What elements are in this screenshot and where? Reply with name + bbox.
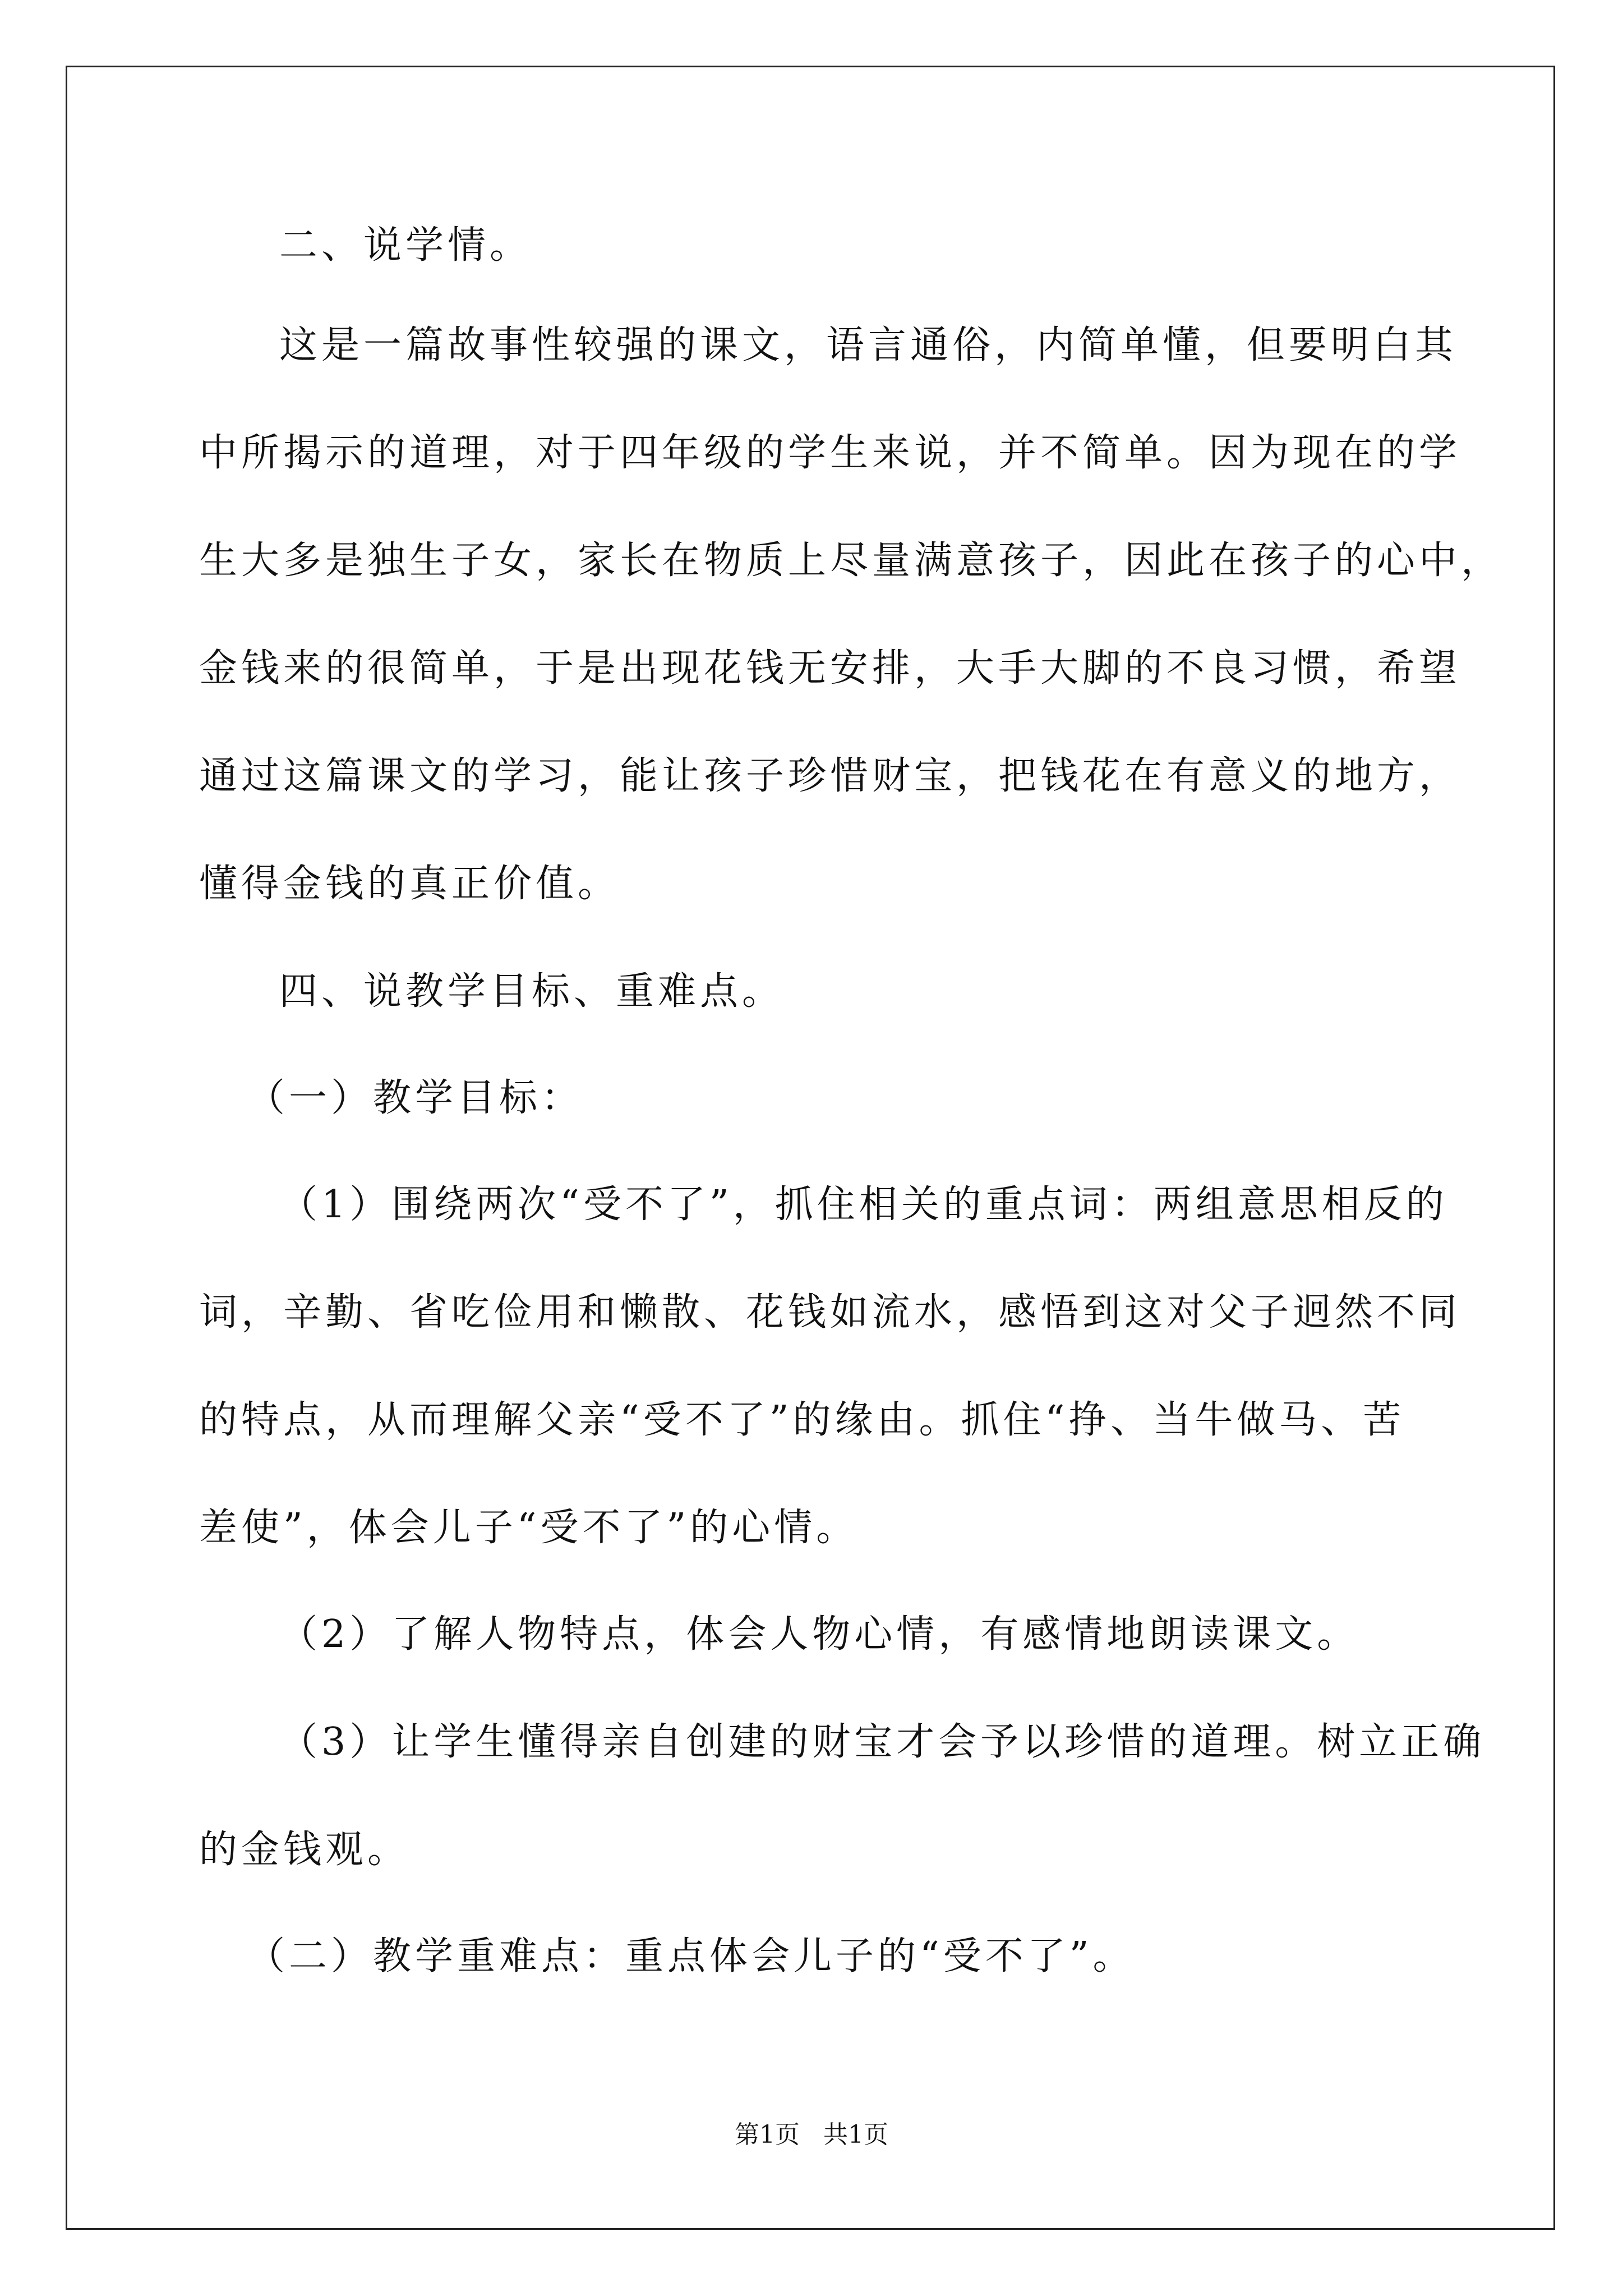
paragraph-line: 懂得金钱的真正价值。	[199, 862, 620, 906]
section-heading-learning-situation: 二、说学情。	[279, 223, 532, 268]
paragraph-line: 的特点，从而理解父亲“受不了”的缘由。抓住“挣、当牛做马、苦	[199, 1398, 1405, 1442]
page-number-footer: 第1页 共1页	[735, 2120, 888, 2149]
paragraph-line: 金钱来的很简单，于是出现花钱无安排，大手大脚的不良习惯，希望	[199, 646, 1461, 691]
paragraph-line: 通过这篇课文的学习，能让孩子珍惜财宝，把钱花在有意义的地方，	[199, 754, 1461, 798]
paragraph-line: 词，辛勤、省吃俭用和懒散、花钱如流水，感悟到这对父子迥然不同	[199, 1290, 1461, 1335]
paragraph-line: （1）围绕两次“受不了”，抓住相关的重点词：两组意思相反的	[279, 1182, 1448, 1227]
paragraph-line: 差使”，体会儿子“受不了”的心情。	[199, 1506, 859, 1550]
paragraph-line: （3）让学生懂得亲自创建的财宝才会予以珍惜的道理。树立正确	[279, 1720, 1486, 1764]
paragraph-line: 生大多是独生子女，家长在物质上尽量满意孩子，因此在孩子的心中，	[199, 539, 1504, 583]
paragraph-line: 的金钱观。	[199, 1828, 410, 1872]
paragraph-line: （2）了解人物特点，体会人物心情，有感情地朗读课文。	[279, 1612, 1359, 1657]
paragraph-line: 这是一篇故事性较强的课文，语言通俗，内简单懂，但要明白其	[279, 323, 1458, 367]
paragraph-line: 中所揭示的道理，对于四年级的学生来说，并不简单。因为现在的学	[199, 431, 1461, 475]
subheading-key-difficulties: （二）教学重难点：重点体会儿子的“受不了”。	[247, 1934, 1135, 1978]
page-border	[66, 66, 1555, 2230]
section-heading-objectives: 四、说教学目标、重难点。	[279, 969, 785, 1014]
subheading-teaching-goals: （一）教学目标：	[247, 1076, 584, 1120]
